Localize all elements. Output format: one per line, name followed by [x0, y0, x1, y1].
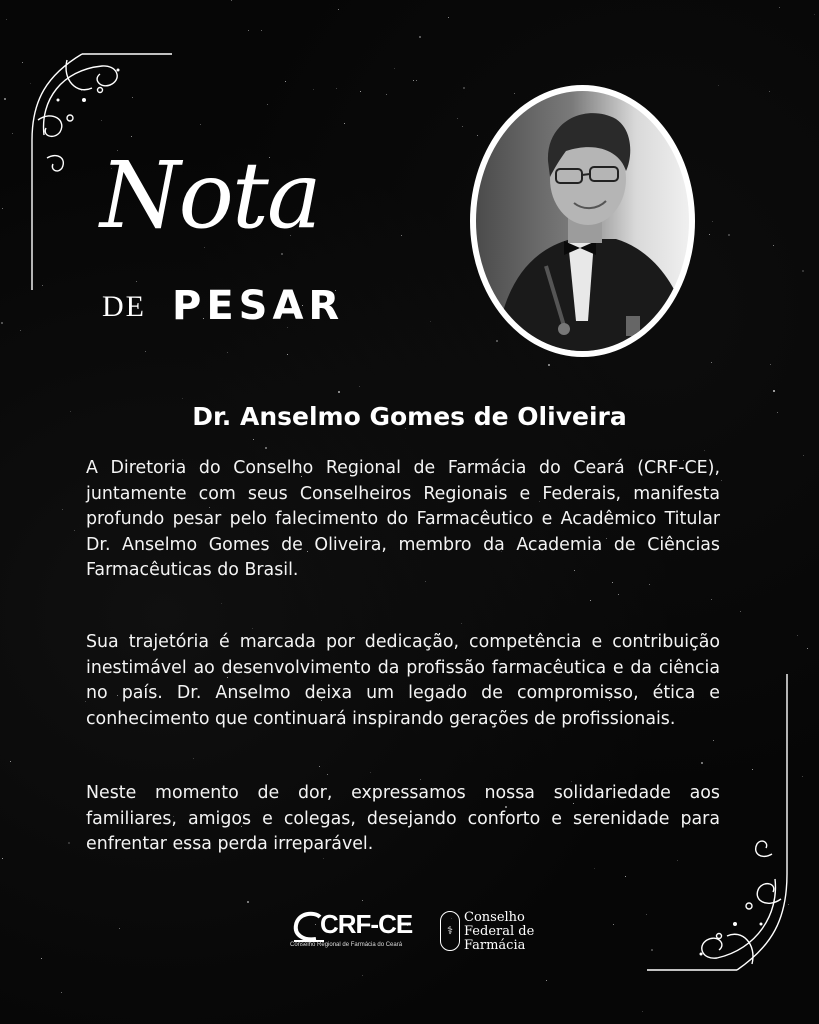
cff-logo: [440, 907, 540, 959]
sparkle: [514, 93, 515, 94]
sparkle: [457, 118, 458, 119]
sparkle: [68, 842, 70, 844]
sparkle: [261, 30, 262, 31]
deceased-name: Dr. Anselmo Gomes de Oliveira: [192, 402, 627, 431]
sparkle: [4, 98, 6, 100]
sparkle: [420, 779, 421, 780]
sparkle: [463, 87, 465, 89]
sparkle: [448, 17, 449, 18]
sparkle: [62, 509, 63, 510]
sparkle: [625, 876, 626, 877]
crf-ce-wordmark: CRF-CE: [320, 909, 413, 939]
sparkle: [327, 774, 328, 775]
sparkle: [401, 235, 402, 236]
sparkle: [769, 91, 770, 92]
sparkle: [711, 362, 712, 363]
sparkle: [360, 91, 361, 92]
sparkle: [285, 81, 286, 82]
sparkle: [546, 980, 547, 981]
sparkle: [336, 88, 337, 89]
sparkle: [252, 628, 253, 629]
sparkle: [338, 391, 340, 393]
sparkle: [265, 447, 267, 449]
sparkle: [803, 455, 804, 456]
sparkle: [773, 245, 774, 246]
sparkle: [779, 7, 780, 8]
sparkle: [704, 450, 705, 451]
sparkle: [642, 1011, 643, 1012]
cff-seal-icon: ⚕: [440, 911, 460, 951]
sparkle: [227, 352, 228, 353]
sparkle: [802, 776, 803, 777]
sparkle: [477, 135, 478, 136]
sparkle: [814, 14, 815, 15]
sparkle: [247, 901, 249, 903]
sparkle: [649, 584, 650, 585]
sparkle: [231, 0, 232, 1]
portrait-silhouette: [476, 91, 689, 351]
sparkle: [797, 635, 798, 636]
sparkle: [20, 330, 21, 331]
sparkle: [359, 386, 360, 387]
sparkle: [10, 761, 11, 762]
sparkle: [287, 354, 288, 355]
sparkle: [6, 19, 7, 20]
cff-line-2: Federal de: [464, 924, 535, 939]
footer-logos: [0, 905, 819, 965]
sparkle: [413, 80, 414, 81]
sparkle: [718, 85, 719, 86]
sparkle: [728, 234, 730, 236]
sparkle: [200, 124, 201, 125]
sparkle: [594, 868, 595, 869]
paragraph-condolences: Neste momento de dor, expressamos nossa solidariedade aos familiares, amigos e colegas, desejando conforto e serenidade para enfrentar essa perda irreparável.: [86, 783, 720, 854]
sparkle: [394, 68, 395, 69]
sparkle: [416, 80, 417, 81]
sparkle: [496, 340, 498, 342]
sparkle: [74, 530, 75, 531]
portrait-photo: [470, 85, 695, 357]
sparkle: [386, 94, 387, 95]
sparkle: [344, 123, 345, 124]
sparkle: [419, 36, 421, 38]
sparkle: [248, 30, 249, 31]
sparkle: [461, 623, 462, 624]
sparkle: [430, 321, 431, 322]
sparkle: [462, 126, 463, 127]
sparkle: [2, 208, 3, 209]
cff-line-1: Conselho: [464, 910, 525, 925]
sparkle: [281, 253, 283, 255]
paragraph-tribute: Sua trajetória é marcada por dedicação, competência e contribuição inestimável ao desenvolvimento da profissão farmacêutica e da ciência no país. Dr. Anselmo deixa um legado de compromisso, ética e conhecimento que continuará inspirando gerações de profissionais.: [86, 632, 720, 729]
sparkle: [721, 480, 722, 481]
title-de: DE: [102, 290, 146, 323]
sparkle: [253, 439, 254, 440]
cff-line-3: Farmácia: [464, 938, 526, 953]
crf-ce-logo: [290, 909, 430, 959]
sparkle: [773, 390, 775, 392]
title-script-nota: Nota: [100, 142, 320, 249]
sparkle: [1, 322, 3, 324]
sparkle: [807, 648, 808, 649]
sparkle: [61, 992, 62, 993]
sparkle: [618, 594, 619, 595]
sparkle: [712, 221, 713, 222]
sparkle: [711, 599, 712, 600]
sparkle: [319, 766, 320, 767]
sparkle: [182, 398, 183, 399]
sparkle: [362, 975, 363, 976]
sparkle: [12, 133, 13, 134]
sparkle: [267, 104, 268, 105]
sparkle: [709, 234, 710, 235]
paragraph-announcement: A Diretoria do Conselho Regional de Farmácia do Ceará (CRF-CE), juntamente com seus Conselheiros Regionais e Federais, manifesta profundo pesar pelo falecimento do Farmacêutico e Acadêmico Titular Dr. Anselmo Gomes de Oliveira, membro da Academia de Ciências Farmacêuticas do Brasil.: [86, 458, 720, 580]
sparkle: [338, 9, 339, 10]
sparkle: [193, 758, 194, 759]
title-pesar: PESAR: [172, 283, 345, 329]
sparkle: [2, 858, 3, 859]
sparkle: [548, 364, 550, 366]
sparkle: [145, 351, 146, 352]
sparkle: [221, 603, 222, 604]
sparkle: [590, 600, 591, 601]
sparkle: [323, 858, 324, 859]
sparkle: [362, 900, 363, 901]
sparkle: [370, 772, 371, 773]
sparkle: [770, 364, 771, 365]
crf-ce-subtitle: Conselho Regional de Farmácia do Ceará: [290, 942, 403, 948]
sparkle: [802, 270, 804, 272]
sparkle: [740, 611, 741, 612]
sparkle: [313, 89, 314, 90]
